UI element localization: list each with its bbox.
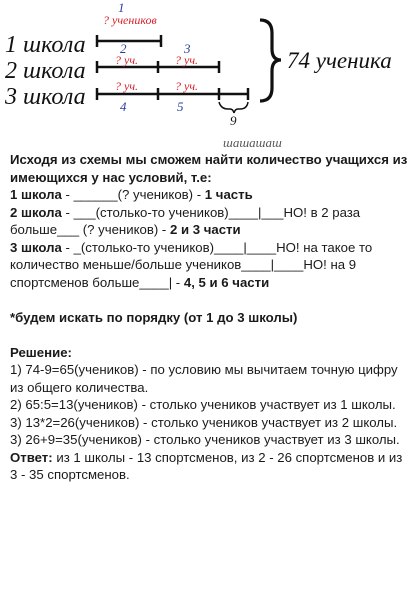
school-1-label: 1 школа bbox=[5, 32, 86, 58]
solution-step-4: 3) 26+9=35(учеников) - столько учеников участвует из 3 школы. bbox=[10, 432, 400, 447]
segment-number-2: 2 bbox=[120, 41, 127, 56]
solution-title: Решение: bbox=[10, 344, 72, 360]
explanation-text bbox=[10, 151, 410, 484]
school-2-condition-text: - ___(столько-то учеников)____|___НО! в 2 раза больше___ (? учеников) - bbox=[10, 204, 361, 237]
scheme-diagram bbox=[0, 0, 417, 150]
school-1-condition-text: - ______(? учеников) - bbox=[61, 187, 205, 202]
school-1-name: 1 школа bbox=[10, 187, 62, 202]
solution-step-1: 1) 74-9=65(учеников) - по условию мы вычитаем точную цифру из общего количества. bbox=[10, 362, 398, 395]
scheme-svg bbox=[0, 0, 417, 150]
intro-paragraph: Исходя из схемы мы сможем найти количество учащихся из имеющихся у нас условий, т.е: bbox=[10, 152, 408, 185]
school-1-unknown-label: ? учеников bbox=[103, 13, 157, 27]
extra-nine-label: 9 bbox=[230, 113, 237, 128]
school-3-label: 3 школа bbox=[5, 84, 86, 110]
extra-nine-brace bbox=[219, 102, 248, 113]
spacer bbox=[10, 326, 410, 344]
school-3-part-b-label: ? уч. bbox=[175, 79, 199, 93]
school-1-part: 1 часть bbox=[204, 187, 253, 202]
total-brace bbox=[260, 20, 281, 101]
school-2-label: 2 школа bbox=[5, 58, 86, 84]
total-students-label: 74 ученика bbox=[287, 48, 392, 73]
segment-number-5: 5 bbox=[177, 99, 184, 114]
school-3-condition bbox=[10, 239, 410, 292]
order-note: *будем искать по порядку (от 1 до 3 школы) bbox=[10, 309, 298, 325]
solution-step-2: 2) 65:5=13(учеников) - столько учеников участвует из 1 школы. bbox=[10, 397, 396, 412]
segment-number-1: 1 bbox=[118, 0, 125, 15]
segment-number-3: 3 bbox=[184, 41, 191, 56]
school-2-parts: 2 и 3 части bbox=[169, 222, 241, 237]
school-3-parts: 4, 5 и 6 части bbox=[183, 274, 270, 290]
school-2-condition bbox=[10, 204, 410, 239]
cut-off-text: шашашаш bbox=[223, 135, 282, 150]
school-2-name: 2 школа bbox=[10, 204, 62, 220]
answer-text: из 1 школы - 13 спортсменов, из 2 - 26 спортсменов и из 3 - 35 спортсменов. bbox=[10, 449, 403, 482]
school-2-part-b-label: ? уч. bbox=[175, 53, 199, 67]
school-1-condition bbox=[10, 186, 410, 204]
school-2-part-a-label: ? уч. bbox=[115, 53, 139, 67]
row-1-segment bbox=[97, 35, 161, 47]
segment-number-4: 4 bbox=[120, 99, 127, 114]
school-3-part-a-label: ? уч. bbox=[115, 79, 139, 93]
solution-step-3: 3) 13*2=26(учеников) - столько учеников участвует из 2 школы. bbox=[10, 414, 398, 430]
answer-label: Ответ: bbox=[10, 449, 53, 465]
answer-line bbox=[10, 449, 410, 484]
spacer bbox=[10, 291, 410, 309]
school-3-condition-text: - _(столько-то учеников)____|____НО! на такое то количество меньше/больше учеников____|____НО! на 9 спортсменов больше____| - bbox=[10, 239, 373, 290]
school-3-name: 3 школа bbox=[10, 239, 62, 255]
